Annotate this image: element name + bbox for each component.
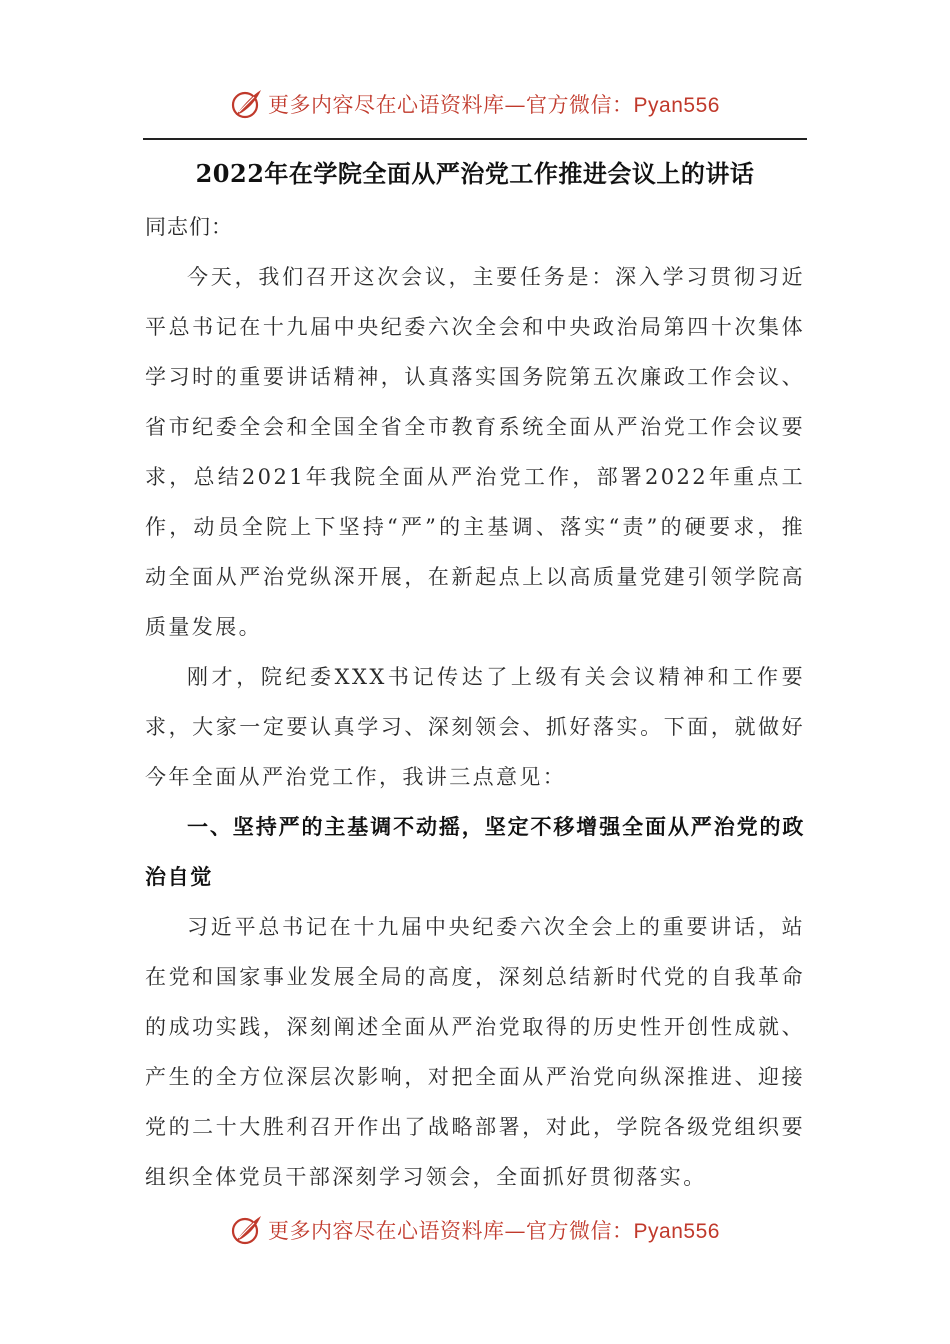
section-heading: 一、坚持严的主基调不动摇，坚定不移增强全面从严治党的政治自觉 [145,814,805,889]
salutation: 同志们： [145,215,233,239]
quill-pen-logo-icon [230,87,264,121]
wechat-id: Pyan556 [633,94,720,117]
document-title: 2022年在学院全面从严治党工作推进会议上的讲话 [195,159,755,188]
paragraph: 习近平总书记在十九届中央纪委六次全会上的重要讲话，站在党和国家事业发展全局的高度，深刻总结新时代党的自我革命的成功实践，深刻阐述全面从严治党取得的历史性开创性成就、产生的全方位深层次影响，对把全面从严治党向纵深推进、迎接党的二十大胜利召开作出了战略部署，对此，学院各级党组织要组织全体党员干部深刻学习领会，全面抓好贯彻落实。 [145,915,805,1189]
document-body [145,202,805,1202]
paragraph: 刚才，院纪委XXX书记传达了上级有关会议精神和工作要求，大家一定要认真学习、深刻领会、抓好落实。下面，就做好今年全面从严治党工作，我讲三点意见： [145,665,805,789]
watermark-banner-top [0,84,950,124]
watermark-banner-bottom [0,1210,950,1250]
watermark-text: 更多内容尽在心语资料库—官方微信：Pyan556 [268,93,720,117]
quill-pen-logo-icon [230,1213,264,1247]
watermark-text: 更多内容尽在心语资料库—官方微信：Pyan556 [268,1219,720,1243]
wechat-id: Pyan556 [633,1220,720,1243]
header-rule [143,138,807,140]
paragraph: 今天，我们召开这次会议，主要任务是：深入学习贯彻习近平总书记在十九届中央纪委六次全会和中央政治局第四十次集体学习时的重要讲话精神，认真落实国务院第五次廉政工作会议、省市纪委全会和全国全省全市教育系统全面从严治党工作会议要求，总结2021年我院全面从严治党工作，部署2022年重点工作，动员全院上下坚持“严”的主基调、落实“责”的硬要求，推动全面从严治党纵深开展，在新起点上以高质量党建引领学院高质量发展。 [145,265,805,639]
